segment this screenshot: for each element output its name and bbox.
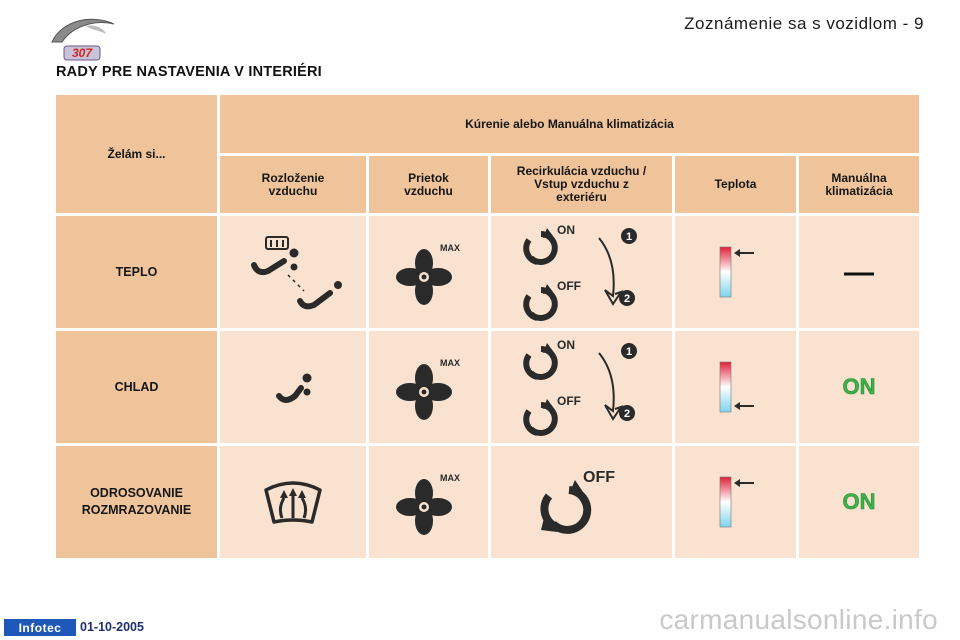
ac-on-label: ON: [842, 489, 876, 514]
column-header-flow: Prietok vzduchu: [369, 156, 488, 213]
step-one-label: 1: [625, 346, 632, 358]
recirculation-on-icon: [526, 349, 555, 377]
column-header-temperature: Teplota: [675, 156, 796, 213]
recirculation-on-label: ON: [556, 223, 575, 237]
recirculation-off-icon: [526, 405, 555, 433]
ac-on-indicator: [829, 487, 889, 517]
settings-table: [56, 95, 904, 551]
temperature-hot-icon: [675, 216, 796, 328]
column-header-ac: Manuálna klimatizácia: [799, 156, 919, 213]
recirculation-on-label: ON: [556, 338, 575, 352]
recirculation-on-icon: [526, 234, 555, 262]
logo-text: 307: [71, 46, 93, 60]
step-two-label: 2: [623, 293, 630, 305]
recirculation-off-label: OFF: [556, 394, 581, 408]
fan-max-icon: [394, 237, 464, 307]
windscreen-demist-icon: [220, 446, 366, 558]
watermark: carmanualsonline.info: [659, 604, 938, 635]
fan-max-icon: [394, 352, 464, 422]
recirculation-sequence-icon: [517, 220, 647, 324]
fan-max-label: MAX: [439, 358, 460, 368]
fan-max-label: MAX: [439, 473, 460, 483]
group-header: Kúrenie alebo Manuálna klimatizácia: [220, 95, 919, 153]
row-label-cool: CHLAD: [56, 331, 217, 443]
infotec-badge: Infotec: [4, 619, 76, 636]
footer-date: 01-10-2005: [80, 620, 144, 634]
ac-state-dash: —: [844, 255, 874, 289]
recirculation-off-icon: [527, 462, 637, 542]
recirculation-off-label: OFF: [556, 279, 581, 293]
recirculation-off-label: OFF: [582, 469, 615, 486]
row-label-demist: ODROSOVANIE ROZMRAZOVANIE: [56, 446, 217, 558]
section-title: RADY PRE NASTAVENIA V INTERIÉRI: [56, 64, 322, 80]
column-header-recirculation: Recirkulácia vzduchu / Vstup vzduchu z exteriéru: [491, 156, 672, 213]
recirculation-sequence-icon: [517, 335, 647, 439]
corner-label: Želám si...: [56, 95, 217, 213]
sequence-arrow-icon: [599, 353, 621, 419]
page-header: Zoznámenie sa s vozidlom - 9: [684, 14, 924, 33]
column-header-distribution: Rozloženie vzduchu: [220, 156, 366, 213]
ac-on-label: ON: [842, 374, 876, 399]
step-one-label: 1: [625, 231, 632, 243]
temperature-cold-icon: [675, 331, 796, 443]
sequence-arrow-icon: [599, 238, 621, 304]
recirculation-off-icon: [526, 290, 555, 318]
windscreen-and-feet-vent-icon: [220, 216, 366, 328]
row-label-heat: TEPLO: [56, 216, 217, 328]
brand-logo: [48, 12, 120, 64]
fan-max-icon: [394, 467, 464, 537]
ac-on-indicator: [829, 372, 889, 402]
fan-max-label: MAX: [439, 243, 460, 253]
temperature-hot-icon: [675, 446, 796, 558]
step-two-label: 2: [623, 408, 630, 420]
face-vent-icon: [220, 331, 366, 443]
